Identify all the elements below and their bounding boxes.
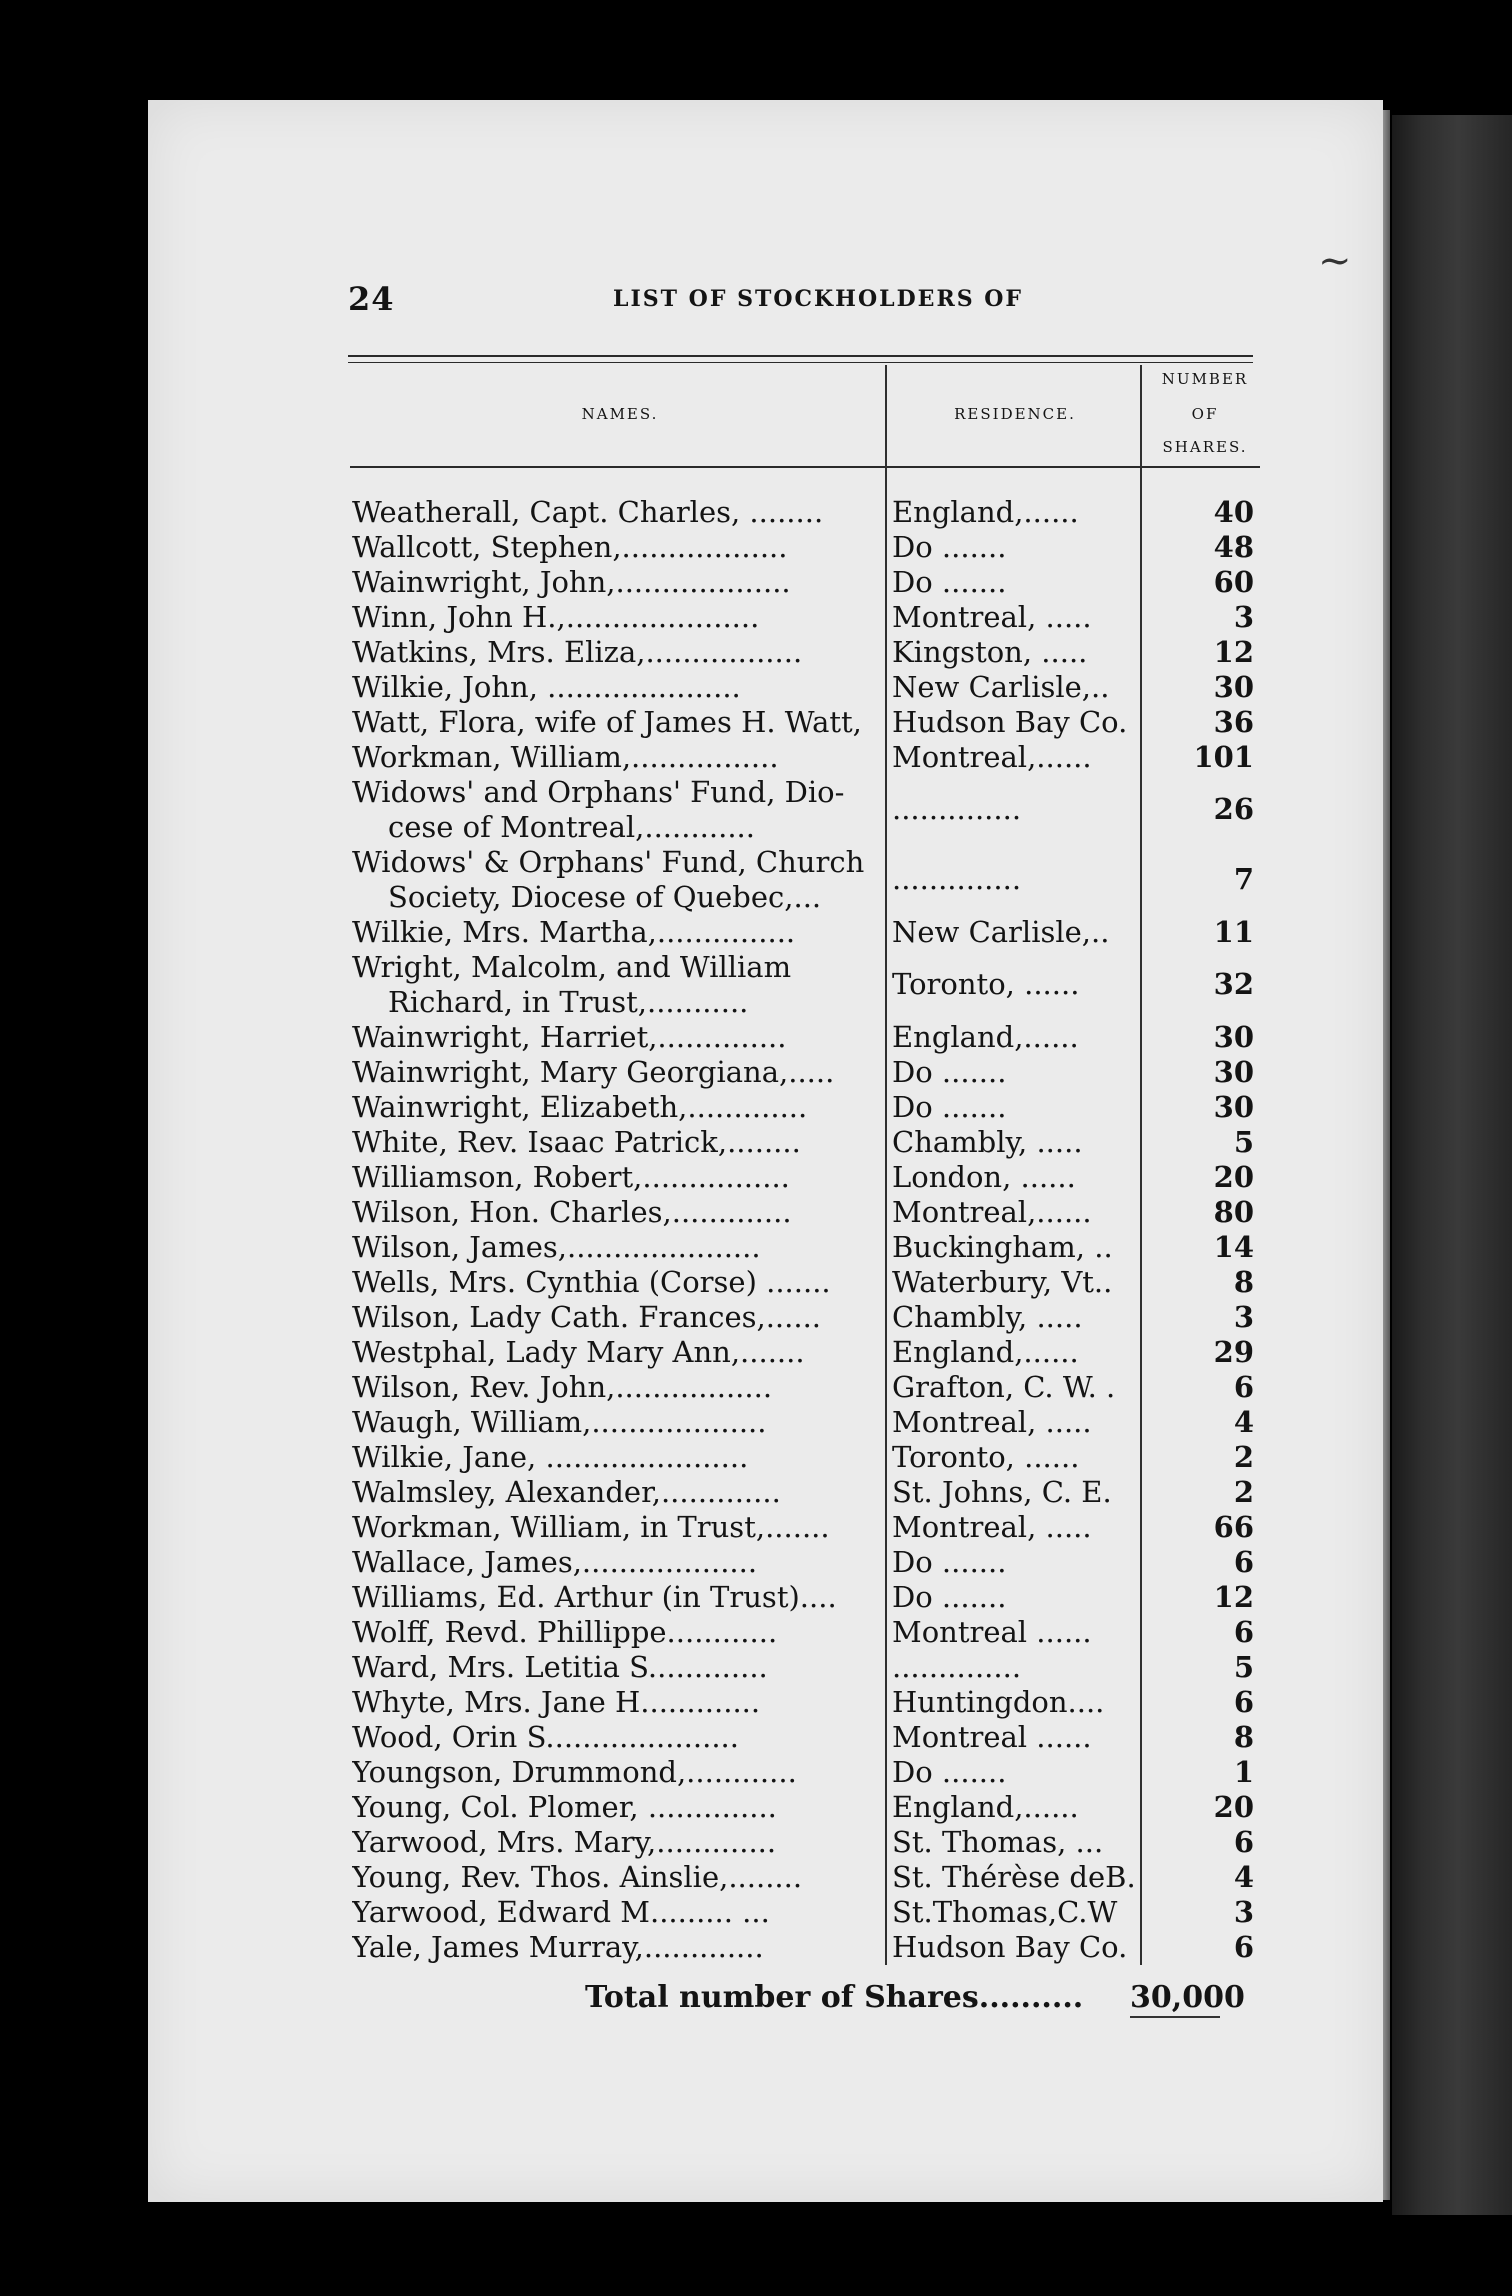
stockholder-name: [352, 775, 884, 845]
table-row: [350, 1650, 1254, 1685]
column-header-shares-3: SHARES.: [1162, 438, 1248, 456]
stockholder-name: [352, 1650, 884, 1685]
stockholder-shares: 60: [1213, 565, 1254, 599]
stockholder-shares: 36: [1213, 705, 1254, 739]
table-row: [350, 915, 1254, 950]
stockholder-shares: 3: [1233, 1895, 1254, 1929]
stockholder-shares: 30: [1213, 1055, 1254, 1089]
stockholder-name-line1: White, Rev. Isaac Patrick,........: [352, 1125, 801, 1159]
stockholder-residence: London, ......: [892, 1160, 1076, 1194]
stockholder-name-line1: Wilkie, John, .....................: [352, 670, 741, 704]
stockholder-shares: 5: [1233, 1125, 1254, 1159]
stockholder-shares: 6: [1233, 1615, 1254, 1649]
stockholder-name: [352, 1860, 884, 1895]
stockholder-name-line1: Wood, Orin S.....................: [352, 1720, 739, 1754]
stockholder-shares: 12: [1213, 1580, 1254, 1614]
stockholder-name: [352, 1020, 884, 1055]
table-row: [350, 1195, 1254, 1230]
running-title: LIST OF STOCKHOLDERS OF: [613, 286, 1024, 312]
stockholder-name: [352, 1440, 884, 1475]
stockholder-name: [352, 1825, 884, 1860]
stockholder-shares: 101: [1193, 740, 1254, 774]
stockholder-name-line1: Widows' & Orphans' Fund, Church: [352, 845, 865, 879]
table-row: [350, 1020, 1254, 1055]
table-row: [350, 1090, 1254, 1125]
stockholder-name: [352, 530, 884, 565]
stockholder-residence: England,......: [892, 495, 1079, 529]
stockholder-residence: Montreal, .....: [892, 1405, 1092, 1439]
stockholder-residence: Chambly, .....: [892, 1125, 1083, 1159]
stockholder-name-line1: Whyte, Mrs. Jane H.............: [352, 1685, 761, 1719]
stockholder-residence: Montreal ......: [892, 1615, 1092, 1649]
stockholder-name: [352, 600, 884, 635]
stockholder-shares: 3: [1233, 600, 1254, 634]
stockholder-residence: Toronto, ......: [892, 1440, 1080, 1474]
stockholder-shares: 66: [1213, 1510, 1254, 1544]
stockholder-residence: Do .......: [892, 1055, 1007, 1089]
stockholder-shares: 3: [1233, 1300, 1254, 1334]
table-row: [350, 1440, 1254, 1475]
stockholder-shares: 30: [1213, 670, 1254, 704]
stockholder-shares: 4: [1233, 1860, 1254, 1894]
stockholder-shares: 30: [1213, 1090, 1254, 1124]
stockholder-name: [352, 1405, 884, 1440]
stockholder-name-line1: Wilson, Rev. John,.................: [352, 1370, 773, 1404]
table-row: [350, 495, 1254, 530]
table-row: [350, 1335, 1254, 1370]
stockholder-name-line1: Yale, James Murray,.............: [352, 1930, 764, 1964]
stockholder-name: [352, 1230, 884, 1265]
page-number: 24: [348, 280, 395, 318]
header-underline-rule: [350, 466, 1260, 468]
stockholder-residence: Montreal,......: [892, 1195, 1092, 1229]
stockholder-residence: England,......: [892, 1335, 1079, 1369]
stockholder-name: [352, 1090, 884, 1125]
stockholder-residence: Hudson Bay Co.: [892, 1930, 1128, 1964]
stockholder-name: [352, 1370, 884, 1405]
table-row: [350, 670, 1254, 705]
stockholder-name-line1: Watt, Flora, wife of James H. Watt,: [352, 705, 862, 739]
table-row: [350, 1300, 1254, 1335]
table-row: [350, 1545, 1254, 1580]
stockholder-name-line1: Wainwright, John,...................: [352, 565, 791, 599]
stockholder-name-line1: Walmsley, Alexander,.............: [352, 1475, 781, 1509]
stockholder-residence: Hudson Bay Co.: [892, 705, 1128, 739]
stockholder-shares: 40: [1213, 495, 1254, 529]
stockholder-residence: Waterbury, Vt..: [892, 1265, 1113, 1299]
stockholder-name: [352, 1580, 884, 1615]
table-row: [350, 775, 1254, 845]
table-row: [350, 845, 1254, 915]
stockholder-residence: New Carlisle,..: [892, 670, 1110, 704]
top-rule-1: [348, 355, 1253, 357]
stockholder-name-line1: Wolff, Revd. Phillippe............: [352, 1615, 778, 1649]
table-row: [350, 1860, 1254, 1895]
stockholder-residence: ..............: [892, 862, 1022, 896]
stockholder-name-line2: Richard, in Trust,...........: [388, 985, 749, 1019]
stockholder-name: [352, 635, 884, 670]
stockholder-name-line1: Wilkie, Jane, ......................: [352, 1440, 749, 1474]
stockholder-name-line1: Yarwood, Edward M......... ...: [352, 1895, 770, 1929]
stockholder-name: [352, 1755, 884, 1790]
stockholder-name: [352, 740, 884, 775]
stockholder-shares: 20: [1213, 1160, 1254, 1194]
book-spine: [1392, 115, 1512, 2215]
stockholder-shares: 20: [1213, 1790, 1254, 1824]
table-row: [350, 705, 1254, 740]
stockholder-name: [352, 1720, 884, 1755]
stockholder-name: [352, 1685, 884, 1720]
total-label: Total number of Shares..........: [585, 1980, 1084, 2015]
stockholder-residence: Kingston, .....: [892, 635, 1088, 669]
stockholder-name-line1: Waugh, William,...................: [352, 1405, 767, 1439]
stockholder-name-line2: Society, Diocese of Quebec,...: [388, 880, 822, 914]
stockholder-name: [352, 565, 884, 600]
stockholder-shares: 7: [1233, 862, 1254, 896]
pencil-mark: ~: [1318, 238, 1352, 284]
stockholder-name-line1: Wilkie, Mrs. Martha,...............: [352, 915, 796, 949]
stockholder-name-line1: Young, Rev. Thos. Ainslie,........: [352, 1860, 803, 1894]
table-row: [350, 1825, 1254, 1860]
stockholder-name-line1: Wright, Malcolm, and William: [352, 950, 792, 984]
table-row: [350, 1895, 1254, 1930]
stockholder-name: [352, 705, 884, 740]
stockholder-name-line1: Workman, William, in Trust,.......: [352, 1510, 830, 1544]
stockholder-shares: 80: [1213, 1195, 1254, 1229]
stockholder-residence: Do .......: [892, 565, 1007, 599]
stockholder-name: [352, 1300, 884, 1335]
stockholder-shares: 30: [1213, 1020, 1254, 1054]
stockholder-residence: England,......: [892, 1790, 1079, 1824]
table-row: [350, 740, 1254, 775]
stockholder-residence: Grafton, C. W. .: [892, 1370, 1116, 1404]
table-row: [350, 1930, 1254, 1965]
stockholder-name: [352, 1930, 884, 1965]
table-row: [350, 565, 1254, 600]
stockholder-name-line1: Williams, Ed. Arthur (in Trust)....: [352, 1580, 837, 1614]
stockholder-name-line1: Wainwright, Mary Georgiana,.....: [352, 1055, 835, 1089]
stockholder-name: [352, 1195, 884, 1230]
table-row: [350, 950, 1254, 1020]
stockholder-name-line1: Wainwright, Harriet,..............: [352, 1020, 787, 1054]
stockholder-name-line1: Ward, Mrs. Letitia S.............: [352, 1650, 768, 1684]
stockholder-shares: 8: [1233, 1265, 1254, 1299]
table-row: [350, 1790, 1254, 1825]
stockholder-residence: Buckingham, ..: [892, 1230, 1113, 1264]
table-row: [350, 1685, 1254, 1720]
stockholder-name: [352, 845, 884, 915]
stockholder-residence: St.Thomas,C.W: [892, 1895, 1118, 1929]
stockholder-name-line1: Youngson, Drummond,............: [352, 1755, 797, 1789]
stockholder-name: [352, 1335, 884, 1370]
stockholder-residence: Do .......: [892, 1090, 1007, 1124]
stockholder-shares: 6: [1233, 1930, 1254, 1964]
stockholders-table: [350, 495, 1254, 1965]
table-row: [350, 1230, 1254, 1265]
stockholder-residence: Chambly, .....: [892, 1300, 1083, 1334]
total-value: 30,000: [1130, 1980, 1245, 2015]
stockholder-name: [352, 915, 884, 950]
stockholder-residence: England,......: [892, 1020, 1079, 1054]
stockholder-name-line1: Wallcott, Stephen,..................: [352, 530, 788, 564]
stockholder-name-line1: Wilson, Lady Cath. Frances,......: [352, 1300, 822, 1334]
table-row: [350, 1510, 1254, 1545]
column-header-shares-2: OF: [1191, 405, 1219, 423]
stockholder-name-line2: cese of Montreal,............: [388, 810, 755, 844]
table-row: [350, 1160, 1254, 1195]
table-row: [350, 1405, 1254, 1440]
stockholder-residence: Huntingdon....: [892, 1685, 1105, 1719]
stockholder-shares: 14: [1213, 1230, 1254, 1264]
stockholder-name-line1: Yarwood, Mrs. Mary,.............: [352, 1825, 777, 1859]
stockholder-name: [352, 1265, 884, 1300]
table-row: [350, 530, 1254, 565]
table-row: [350, 1125, 1254, 1160]
stockholder-shares: 48: [1213, 530, 1254, 564]
stockholder-residence: Montreal, .....: [892, 600, 1092, 634]
stockholder-shares: 8: [1233, 1720, 1254, 1754]
stockholder-name-line1: Westphal, Lady Mary Ann,.......: [352, 1335, 805, 1369]
stockholder-residence: St. Thérèse deB.: [892, 1860, 1136, 1894]
table-row: [350, 1370, 1254, 1405]
stockholder-residence: ..............: [892, 792, 1022, 826]
stockholder-shares: 29: [1213, 1335, 1254, 1369]
stockholder-residence: New Carlisle,..: [892, 915, 1110, 949]
column-header-shares-1: NUMBER: [1161, 370, 1249, 388]
table-row: [350, 1580, 1254, 1615]
stockholder-name: [352, 1895, 884, 1930]
top-rule-2: [348, 362, 1253, 363]
stockholder-shares: 6: [1233, 1825, 1254, 1859]
stockholder-shares: 1: [1233, 1755, 1254, 1789]
table-row: [350, 1720, 1254, 1755]
total-underline: [1130, 2016, 1220, 2018]
stockholder-name: [352, 670, 884, 705]
table-row: [350, 600, 1254, 635]
stockholder-name-line1: Widows' and Orphans' Fund, Dio-: [352, 775, 845, 809]
table-row: [350, 1755, 1254, 1790]
stockholder-name: [352, 1160, 884, 1195]
stockholder-name: [352, 1055, 884, 1090]
stockholder-name-line1: Workman, William,................: [352, 740, 779, 774]
table-row: [350, 1615, 1254, 1650]
stockholder-residence: ..............: [892, 1650, 1022, 1684]
stockholder-shares: 6: [1233, 1545, 1254, 1579]
stockholder-shares: 32: [1213, 967, 1254, 1001]
stockholder-residence: St. Thomas, ...: [892, 1825, 1104, 1859]
stockholder-residence: Montreal ......: [892, 1720, 1092, 1754]
stockholder-shares: 2: [1233, 1475, 1254, 1509]
stockholder-name: [352, 495, 884, 530]
stockholder-name-line1: Young, Col. Plomer, ..............: [352, 1790, 777, 1824]
stockholder-name-line1: Wilson, James,.....................: [352, 1230, 761, 1264]
stockholder-name: [352, 1510, 884, 1545]
stockholder-name-line1: Williamson, Robert,................: [352, 1160, 790, 1194]
total-row: [585, 1980, 1245, 2015]
stockholder-name: [352, 950, 884, 1020]
stockholder-name-line1: Wallace, James,...................: [352, 1545, 758, 1579]
stockholder-name-line1: Winn, John H.,.....................: [352, 600, 760, 634]
table-row: [350, 1475, 1254, 1510]
stockholder-residence: Montreal,......: [892, 740, 1092, 774]
stockholder-name: [352, 1615, 884, 1650]
stockholder-residence: Do .......: [892, 1755, 1007, 1789]
stockholder-shares: 2: [1233, 1440, 1254, 1474]
stockholder-shares: 12: [1213, 635, 1254, 669]
stockholder-residence: Do .......: [892, 530, 1007, 564]
page-header: [348, 280, 1108, 330]
stockholder-shares: 5: [1233, 1650, 1254, 1684]
stockholder-shares: 4: [1233, 1405, 1254, 1439]
stockholder-residence: Toronto, ......: [892, 967, 1080, 1001]
stockholder-residence: Montreal, .....: [892, 1510, 1092, 1544]
stockholder-residence: St. Johns, C. E.: [892, 1475, 1112, 1509]
stockholder-name-line1: Wells, Mrs. Cynthia (Corse) .......: [352, 1265, 831, 1299]
table-row: [350, 635, 1254, 670]
stockholder-residence: Do .......: [892, 1580, 1007, 1614]
column-header-names: NAMES.: [581, 405, 659, 423]
stockholder-name: [352, 1125, 884, 1160]
stockholder-shares: 6: [1233, 1370, 1254, 1404]
stockholder-name-line1: Weatherall, Capt. Charles, ........: [352, 495, 824, 529]
stockholder-residence: Do .......: [892, 1545, 1007, 1579]
stockholder-name-line1: Wainwright, Elizabeth,.............: [352, 1090, 808, 1124]
stockholder-name-line1: Wilson, Hon. Charles,.............: [352, 1195, 792, 1229]
stockholder-name-line1: Watkins, Mrs. Eliza,.................: [352, 635, 803, 669]
table-row: [350, 1265, 1254, 1300]
stockholder-name: [352, 1475, 884, 1510]
stockholder-shares: 26: [1213, 792, 1254, 826]
column-header-residence: RESIDENCE.: [954, 405, 1076, 423]
stockholder-shares: 11: [1213, 915, 1254, 949]
stockholder-name: [352, 1545, 884, 1580]
stockholder-name: [352, 1790, 884, 1825]
table-row: [350, 1055, 1254, 1090]
stockholder-shares: 6: [1233, 1685, 1254, 1719]
